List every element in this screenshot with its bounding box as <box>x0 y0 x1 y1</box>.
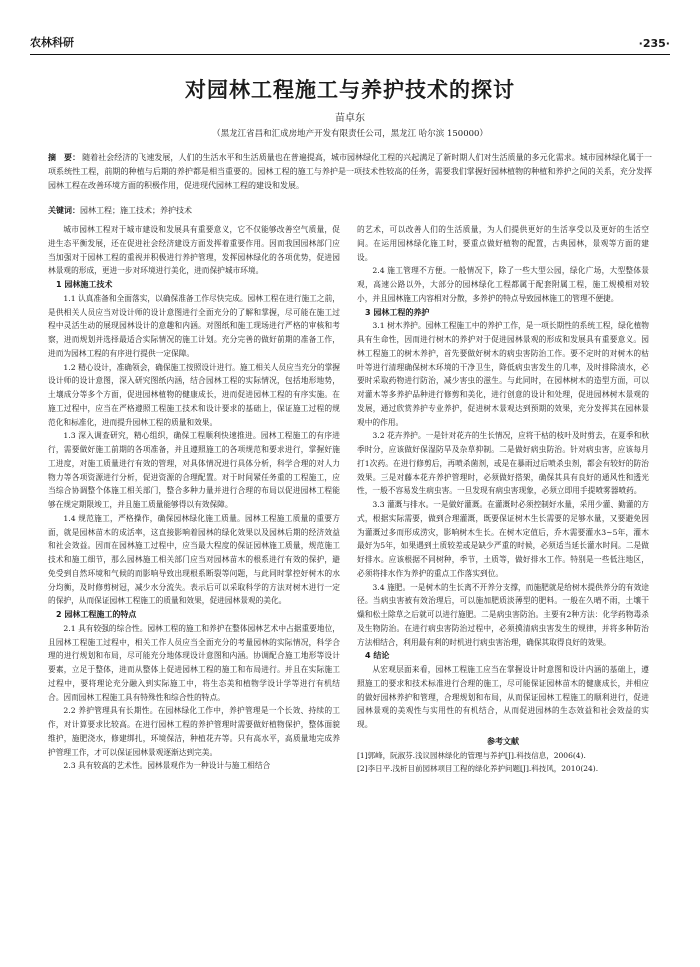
keywords-text: 园林工程；施工技术；养护技术 <box>80 206 192 215</box>
header-rule <box>30 54 670 55</box>
affiliation: （黑龙江省昌和汇成房地产开发有限责任公司，黑龙江 哈尔滨 150000） <box>212 129 488 139</box>
keywords <box>48 204 652 218</box>
reference-2: [2]李日平.浅析目前园林项目工程的绿化养护问题[J].科技风，2010(24). <box>357 763 599 773</box>
section-heading-1: 1 园林施工技术 <box>56 280 113 289</box>
paragraph-2-1: 2.1 具有较强的综合性。园林工程的施工和养护在整体园林艺术中占据重要地位，且园林工程施工过程中，相关工作人员应当全面充分的考量园林的实际情况，科学合理的进行规划和布局，尽可能充分地体现设计意图和内涵。协调配合施工地形等设计要素，立足于整体，进而从整体上促进园林工程的施工和布局进行。并且在实际施工过程中，要将理论充分融入到实际施工中，将生态美和植物学设计学等进行有机结合。因而园林工程施工具有特殊性和综合性的特点。 <box>48 623 340 702</box>
keywords-label: 关键词： <box>48 206 80 215</box>
conclusion-paragraph: 从宏观层面来看，园林工程施工应当在掌握设计时意图和设计内涵的基础上，遵照施工的要求和技术标准进行合理的施工，尽可能保证园林苗木的健康成长，并相应的做好园林养护和管理，合理规划和布局，从而保证园林工程施工的顺利进行，促进园林景观的美观性与实用性的有机结合，从而促进园林的生态效益和社会效益的实现。 <box>357 665 649 729</box>
author: 苗卓东 <box>335 113 365 124</box>
paragraph-1-2: 1.2 精心设计，准确领会，确保施工按照设计进行。施工相关人员应当充分的掌握设计师的设计意图，深入研究图纸内涵，结合园林工程的实际情况，包括地形地势，土壤成分等多个方面，促进园林植物的健康成长，进而促进园林工程的有序实施。在施工过程中，应当在严格遵照工程施工技术和设计要求的基础上，保证施工过程的规范化和标准化，进而提升园林工程的质量和效果。 <box>48 362 340 427</box>
paragraph-3-3: 3.3 灌溉与排水。一是做好灌溉。在灌溉时必须控制好水量，采用少灌、勤灌的方式，根据实际需要，做到合理灌溉，既要保证树木生长需要的足够水量，又要避免因为灌溉过多而形成涝灾，影响树木生长。在树木定值后，乔木需要灌水3~5年，灌木最好为5年，如果遇到土质较差或是缺少严重的时候，必须适当延长灌水时间。二是做好排水。应该根据不同树种，季节，土质等，做好排水工作。特别是一些低注地区，必须将排水作为养护的重点工作落实到位。 <box>357 500 649 578</box>
paragraph-3-2: 3.2 花卉养护。一是针对花卉的生长情况，应将干枯的枝叶及时剪去，在夏季和秋季时分，应该做好保湿防旱及杂草抑制。二是做好病虫防治。针对病虫害，应该每月打1次药。在进行修剪后，再喷杀菌剂，或是在暴雨过后喷杀虫剂，都会有较好的防治效果。三是对藤本花卉养护管理时，必须做好搭架，确保其具有良好的通风性和透光性，一般不容易发生病虫害。一旦发现有病虫害现象，必须立即用手提喷雾器喷药。 <box>357 431 649 496</box>
paragraph-2-2: 2.2 养护管理具有长期性。在园林绿化工作中，养护管理是一个长效、持续的工作，对计算要求比较高。在进行园林工程的养护管理时需要做好植物保护，整体面貌维护，施肥浇水，修建绑扎，环境保洁，种植花卉等。只有高水平，高质量地完成养护管理工作，才可以保证园林景观逐渐达到完美。 <box>48 706 340 757</box>
journal-name: 农林科研 <box>30 36 74 49</box>
section-heading-4: 4 结论 <box>365 651 390 661</box>
section-heading-2: 2 园林工程施工的特点 <box>56 610 137 619</box>
intro-paragraph: 城市园林工程对于城市建设和发展具有重要意义，它不仅能够改善空气质量，促进生态平衡发展，还在促进社会经济建设方面发挥着重要作用。因而我国园林部门应当加强对于园林工程的重视并积极进行养护管理，发挥园林绿化的各项优势，促进园林景观的形成，更进一步对环境进行美化，进而保护城市环境。 <box>48 225 340 276</box>
reference-1: [1]郭峰，阮淑芬.浅议园林绿化的管理与养护[J].科技信息，2006(4). <box>357 750 586 760</box>
paragraph-2-3: 2.3 具有较高的艺术性。园林景观作为一种设计与施工相结合 <box>63 761 271 771</box>
section-heading-3: 3 园林工程的养护 <box>365 307 430 317</box>
abstract <box>48 151 652 193</box>
left-column <box>48 223 340 773</box>
abstract-label: 摘 要： <box>48 153 81 162</box>
paragraph-2-4: 2.4 施工管理不方便。一般情况下，除了一些大型公园，绿化广场，大型整体景观，高速公路以外，大部分的园林绿化工程都属于配套附属工程，施工规模相对较小，并且园林施工内容相对分散，多养护的特点导致园林施工的管理不便捷。 <box>357 266 649 303</box>
right-column <box>357 223 649 775</box>
references-heading: 参考文献 <box>487 736 519 746</box>
paragraph-1-4: 1.4 规范施工，严格操作，确保园林绿化施工质量。园林工程施工质量的重要方面，就是园林苗木的成活率，这直接影响着园林的绿化效果以及园林后期的经济效益和社会效益。因而在园林施工过程中，应当最大程度的保证园林施工质量，规范施工技术和施工细节，那么园林施工相关部门应当对园林苗木的根系进行有效的保护，避免受到自然环境和气候的而影响导致出现根系断裂等问题，与此同时掌控好树木的水分均衡，及时修剪树冠，减少水分流失。表示后可以采取科学的方法对树木进行一定的保护，从而保证园林工程施工的质量和效果，促进园林景观的美化。 <box>48 513 340 606</box>
paragraph-2-3-continued: 的艺术，可以改善人们的生活质量，为人们提供更好的生活享受以及更好的生活空间。在运用园林绿化施工时，要重点做好植物的配置，古典园林，景观等方面的建设。 <box>357 225 649 262</box>
abstract-text: 随着社会经济的飞速发展，人们的生活水平和生活质量也在普遍提高，城市园林绿化工程的兴起满足了新时期人们对生活质量的多元化需求。城市园林绿化属于一项系统性工程，前期的种植与后期的养护都是相当重要的。园林工程的施工与养护是一项技术性较高的任务，需要我们掌握好园林植物的种植和养护之间的关系，充分发挥园林工程在改善环境方面的积极作用，促进现代园林工程的建设和发展。 <box>48 153 652 190</box>
paragraph-1-3: 1.3 深入调查研究，精心组织，确保工程顺利快速推进。园林工程施工的有序进行，需要做好施工前期的各项准备，并且遵照施工的各项规范和要求进行，掌握好施工进度，对施工质量进行有效的管理，对具体情况进行具体分析，科学合理的对人力物力等各项资源进行分析，促进资源的合理配置。对于时间紧任务重的工程施工，应当综合协调整个体施工相关部门，整合多种力量并进行合理的布局以促进园林工程能够在规定期限竣工，并且施工质量能够得以有效保障。 <box>48 431 340 509</box>
paragraph-3-4: 3.4 施肥。一是树木的生长离不开养分支撑，而施肥就是给树木提供养分的有效途径。当病虫害被有效治理后，可以施加肥质淡薄型的肥料。一般在久晴不雨，土壤干燥和松土除草之后就可以进行施肥。二是病虫害防治。主要有2种方法：化学药物毒杀及生物防治。在进行病虫害防治过程中，必须摸清病虫害发生的规律，并将多种防治方法相结合，利用最有利的时机进行病虫害治理，确保其取得良好的效果。 <box>357 582 649 647</box>
running-header <box>30 30 670 50</box>
paragraph-3-1: 3.1 树木养护。园林工程施工中的养护工作，是一项长期性的系统工程，绿化植物具有生命性，因而进行树木的养护对于促进园林景观的形成和发展具有重要意义。园林工程施工的树木养护，首先要做好树木的病虫害防治工作。要不定时的对树木的枯叶等进行清理确保树木环境的干净卫生，降低病虫害发生的几率，及时排除渍水，必要时采取药物进行防治，减少害虫的滋生。与此同时，在园林树木的造型方面，可以对灌木等多养护品种进行修剪和美化，进行创意的设计和处理，促进园林树木景观的发展，通过欣赏养护专业养护，促进树木景观达到预期的效果，充分发挥其在园林景观中的作用。 <box>357 321 649 427</box>
page-number: ·235· <box>638 37 670 50</box>
paragraph-1-1: 1.1 认真准备和全面落实，以确保准备工作尽快完成。园林工程在进行施工之前，是供相关人员应当对设计师的设计意图进行全面充分的了解和掌握，尽可能在施工过程中灵活生动的展现园林设计的意趣和内涵。对图纸和施工现场进行严格的审核和考察，进而规划并选择最适合实际情况的施工计划。充分完善的做好前期的准备工作，进而为园林工程的有序进行提供一定保障。 <box>48 293 340 358</box>
paper-title: 对园林工程施工与养护技术的探讨 <box>185 78 515 102</box>
